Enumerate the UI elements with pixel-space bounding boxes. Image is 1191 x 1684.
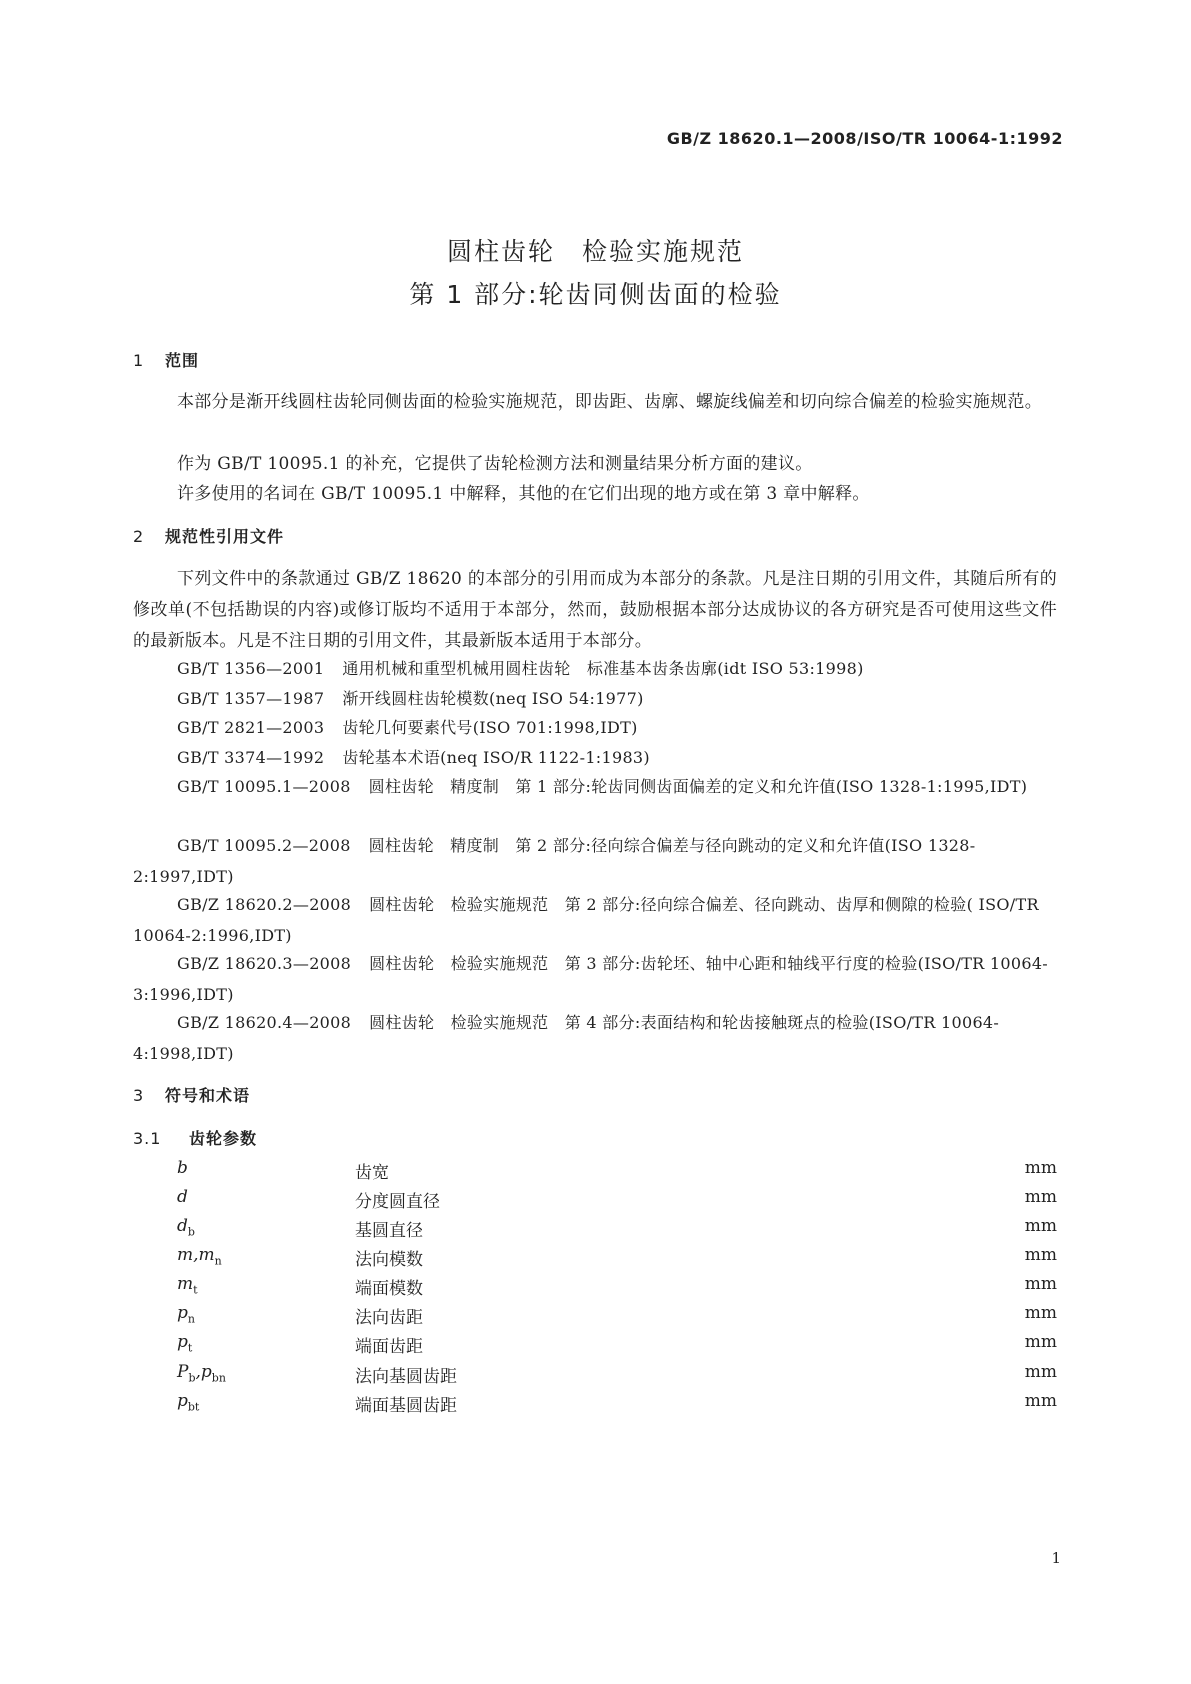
section-number: 2 — [133, 527, 145, 546]
symbol-row — [133, 1391, 1057, 1422]
symbol-row — [133, 1245, 1057, 1276]
reference-item — [133, 1007, 1057, 1069]
symbol-unit: mm — [1024, 1274, 1057, 1294]
symbol-description: 端面基圆齿距 — [355, 1396, 457, 1416]
reference-title: 圆柱齿轮 检验实施规范 第 2 部分:径向综合偏差、径向跳动、齿厚和侧隙的检验( ISO/TR 10064-2:1996,IDT) — [133, 895, 1039, 945]
reference-item — [133, 948, 1057, 1010]
symbol-description: 法向齿距 — [355, 1308, 423, 1328]
symbol-row — [133, 1216, 1057, 1247]
reference-code: GB/T 1357—1987 — [177, 689, 325, 708]
symbol: $p_{bt}$ — [177, 1391, 200, 1414]
paragraph: 作为 GB/T 10095.1 的补充，它提供了齿轮检测方法和测量结果分析方面的建议。 — [177, 454, 813, 474]
reference-title: 圆柱齿轮 精度制 第 1 部分:轮齿同侧齿面偏差的定义和允许值(ISO 1328-1:1995,IDT) — [368, 777, 1028, 796]
symbol: d — [177, 1187, 188, 1207]
symbol-description: 基圆直径 — [355, 1221, 423, 1241]
symbol: $m,m_n$ — [177, 1245, 222, 1268]
symbol-unit: mm — [1024, 1391, 1057, 1411]
reference-item — [133, 889, 1057, 951]
symbol-description: 端面齿距 — [355, 1337, 423, 1357]
section-title: 范围 — [165, 351, 200, 370]
paragraph: 下列文件中的条款通过 GB/Z 18620 的本部分的引用而成为本部分的条款。凡是注日期的引用文件，其随后所有的修改单(不包括勘误的内容)或修订版均不适用于本部分，然而，鼓励根据本部分达成协议的各方研究是否可使用这些文件的最新版本。凡是不注日期的引用文件，其最新版本适用于本部分。 — [133, 569, 1057, 651]
reference-code: GB/T 1356—2001 — [177, 659, 325, 678]
reference-title: 圆柱齿轮 精度制 第 2 部分:径向综合偏差与径向跳动的定义和允许值(ISO 1328-2:1997,IDT) — [133, 836, 976, 886]
reference-item — [133, 771, 1057, 802]
reference-item — [133, 712, 1057, 743]
symbol-unit: mm — [1024, 1158, 1057, 1178]
symbol-unit: mm — [1024, 1216, 1057, 1236]
subsection-title: 齿轮参数 — [189, 1129, 258, 1148]
section-title: 规范性引用文件 — [165, 527, 285, 546]
symbol: $d_b$ — [177, 1216, 195, 1239]
symbol-unit: mm — [1024, 1303, 1057, 1323]
reference-title: 圆柱齿轮 检验实施规范 第 4 部分:表面结构和轮齿接触斑点的检验(ISO/TR 10064-4:1998,IDT) — [133, 1013, 1000, 1063]
reference-code: GB/T 2821—2003 — [177, 718, 325, 737]
symbol-unit: mm — [1024, 1245, 1057, 1265]
symbol: b — [177, 1158, 188, 1178]
reference-code: GB/Z 18620.2—2008 — [177, 895, 352, 914]
reference-title: 圆柱齿轮 检验实施规范 第 3 部分:齿轮坯、轴中心距和轴线平行度的检验(ISO/TR 10064-3:1996,IDT) — [133, 954, 1049, 1004]
reference-code: GB/Z 18620.3—2008 — [177, 954, 352, 973]
section-heading-normative-references — [133, 524, 284, 547]
reference-item — [133, 742, 1057, 773]
reference-code: GB/T 10095.1—2008 — [177, 777, 351, 796]
symbol-row — [133, 1187, 1057, 1218]
paragraph: 许多使用的名词在 GB/T 10095.1 中解释，其他的在它们出现的地方或在第 3 章中解释。 — [177, 484, 870, 504]
symbol-row — [133, 1303, 1057, 1334]
section-number: 1 — [133, 351, 145, 370]
standard-code: GB/Z 18620.1—2008/ISO/TR 10064-1:1992 — [666, 129, 1063, 148]
reference-title: 通用机械和重型机械用圆柱齿轮 标准基本齿条齿廓(idt ISO 53:1998) — [342, 659, 864, 678]
section-heading-scope — [133, 348, 199, 371]
reference-title: 齿轮基本术语(neq ISO/R 1122-1:1983) — [342, 748, 650, 767]
reference-item — [133, 683, 1057, 714]
symbol-row — [133, 1332, 1057, 1363]
reference-code: GB/T 3374—1992 — [177, 748, 325, 767]
symbol-row — [133, 1158, 1057, 1189]
document-title-line1: 圆柱齿轮 检验实施规范 — [446, 237, 744, 266]
symbol: $p_t$ — [177, 1332, 193, 1355]
reference-item — [133, 830, 1057, 892]
section-title: 符号和术语 — [165, 1086, 251, 1105]
subsection-heading-gear-parameters — [133, 1126, 257, 1149]
symbol-description: 法向基圆齿距 — [355, 1367, 457, 1387]
symbol-description: 分度圆直径 — [355, 1192, 440, 1212]
page-number: 1 — [1051, 1549, 1061, 1567]
symbol-unit: mm — [1024, 1187, 1057, 1207]
symbol-unit: mm — [1024, 1332, 1057, 1352]
symbol-description: 齿宽 — [355, 1163, 389, 1183]
reference-title: 渐开线圆柱齿轮模数(neq ISO 54:1977) — [342, 689, 644, 708]
symbol: $p_n$ — [177, 1303, 195, 1326]
paragraph: 本部分是渐开线圆柱齿轮同侧齿面的检验实施规范，即齿距、齿廓、螺旋线偏差和切向综合偏差的检验实施规范。 — [177, 392, 1042, 412]
symbol-row — [133, 1274, 1057, 1305]
document-title-line2: 第 1 部分:轮齿同侧齿面的检验 — [409, 280, 782, 309]
symbol-unit: mm — [1024, 1362, 1057, 1382]
reference-item — [133, 653, 1057, 684]
symbol-description: 法向模数 — [355, 1250, 423, 1270]
symbol-description: 端面模数 — [355, 1279, 423, 1299]
section-number: 3 — [133, 1086, 145, 1105]
symbol-row — [133, 1362, 1057, 1393]
section-heading-symbols-and-terms — [133, 1083, 250, 1106]
reference-title: 齿轮几何要素代号(ISO 701:1998,IDT) — [342, 718, 638, 737]
reference-code: GB/Z 18620.4—2008 — [177, 1013, 352, 1032]
subsection-number: 3.1 — [133, 1129, 162, 1148]
symbol: $P_b,p_{bn}$ — [177, 1362, 226, 1385]
symbol: $m_t$ — [177, 1274, 198, 1297]
reference-code: GB/T 10095.2—2008 — [177, 836, 351, 855]
